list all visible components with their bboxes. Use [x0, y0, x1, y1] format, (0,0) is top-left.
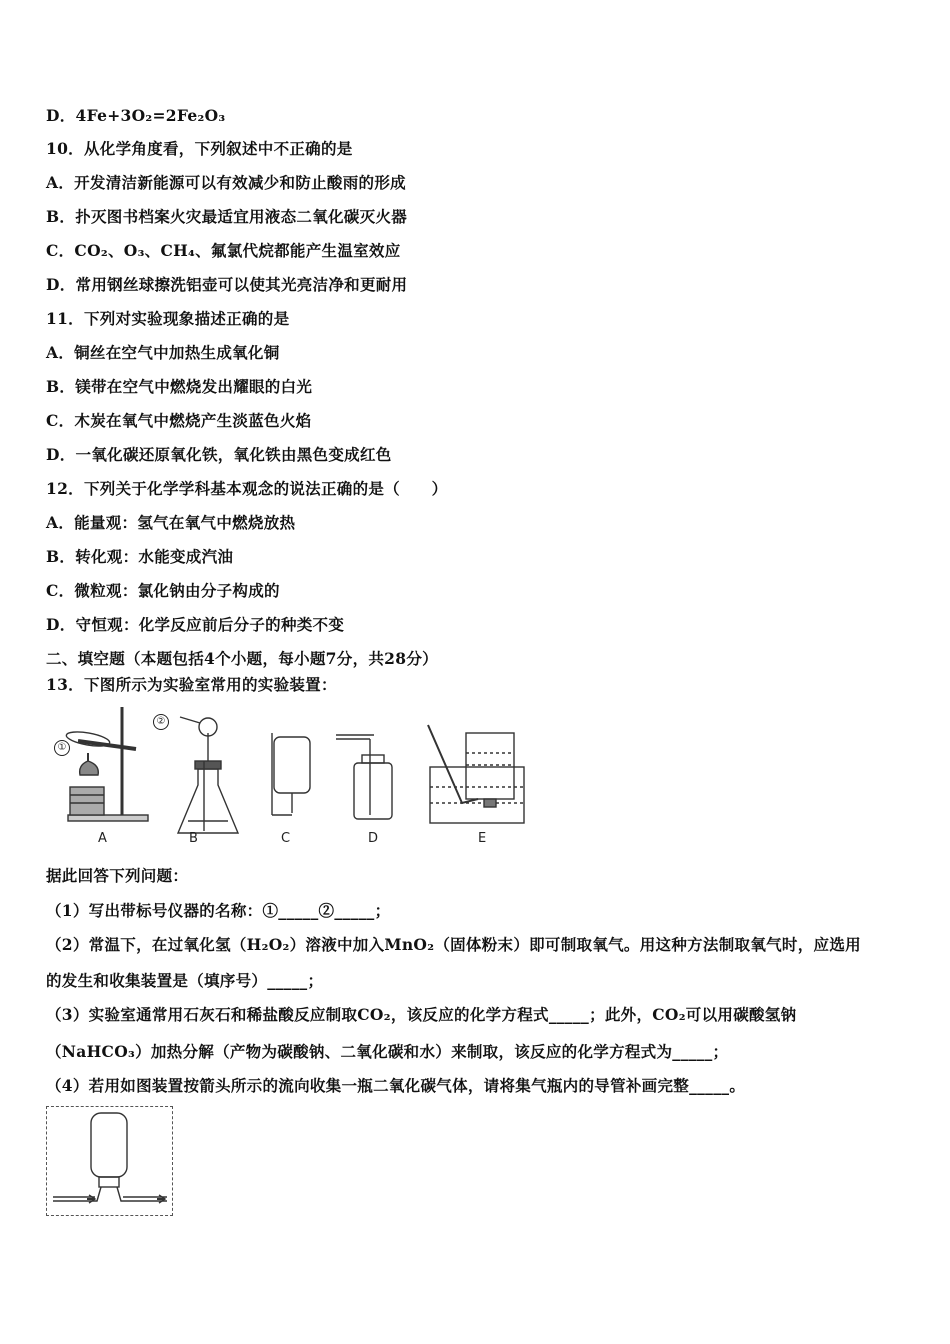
q11-option-b: B．镁带在空气中燃烧发出耀眼的白光 — [46, 377, 313, 396]
part-1: （1）写出带标号仪器的名称：①_____②_____； — [46, 901, 391, 920]
q10-option-c: C．CO₂、O₃、CH₄、氟氯代烷都能产生温室效应 — [46, 241, 401, 260]
label-d: D — [368, 831, 379, 846]
q10-option-a: A．开发清洁新能源可以有效减少和防止酸雨的形成 — [46, 173, 406, 192]
apparatus-figure — [48, 703, 528, 853]
q12-option-d: D．守恒观：化学反应前后分子的种类不变 — [46, 615, 345, 634]
label-c: C — [281, 831, 291, 846]
q13-stem: 13．下图所示为实验室常用的实验装置： — [46, 675, 337, 694]
label-a: A — [98, 831, 107, 846]
q10-option-d: D．常用钢丝球擦洗铝壶可以使其光亮洁净和更耐用 — [46, 275, 408, 294]
q11-option-c: C．木炭在氧气中燃烧产生淡蓝色火焰 — [46, 411, 312, 430]
q11-option-d: D．一氧化碳还原氧化铁，氧化铁由黑色变成红色 — [46, 445, 392, 464]
part-4: （4）若用如图装置按箭头所示的流向收集一瓶二氧化碳气体，请将集气瓶内的导管补画完整_____。 — [46, 1076, 746, 1095]
stand-base — [68, 815, 148, 821]
q12-option-a: A．能量观：氢气在氧气中燃烧放热 — [46, 513, 296, 532]
label-b: B — [189, 831, 198, 846]
q11-stem: 11．下列对实验现象描述正确的是 — [46, 309, 290, 328]
label-e: E — [478, 831, 487, 846]
part-3-line-1: （3）实验室通常用石灰石和稀盐酸反应制取CO₂，该反应的化学方程式_____；此外，CO₂可以用碳酸氢钠 — [46, 1005, 797, 1024]
part-2-line-1: （2）常温下，在过氧化氢（H₂O₂）溶液中加入MnO₂（固体粉末）即可制取氧气。用这种方法制取氧气时，应选用 — [46, 935, 861, 954]
q12-option-b: B．转化观：水能变成汽油 — [46, 547, 234, 566]
marker-1: ① — [54, 739, 70, 756]
q12-stem: 12．下列关于化学学科基本观念的说法正确的是（ ） — [46, 479, 448, 498]
q10-stem: 10．从化学角度看，下列叙述中不正确的是 — [46, 139, 353, 158]
answer-intro: 据此回答下列问题： — [46, 866, 189, 885]
bottle-drawing — [47, 1107, 171, 1213]
q9-option-d: D．4Fe+3O₂=2Fe₂O₃ — [46, 106, 226, 125]
q12-option-c: C．微粒观：氯化钠由分子构成的 — [46, 581, 280, 600]
marker-2: ② — [153, 713, 169, 730]
q11-option-a: A．铜丝在空气中加热生成氧化铜 — [46, 343, 280, 362]
collection-bottle-figure — [46, 1106, 173, 1216]
part-2-line-2: 的发生和收集装置是（填序号）_____； — [46, 971, 324, 990]
section-2-heading: 二、填空题（本题包括4个小题，每小题7分，共28分） — [46, 649, 438, 668]
q10-option-b: B．扑灭图书档案火灾最适宜用液态二氧化碳灭火器 — [46, 207, 408, 226]
part-3-line-2: （NaHCO₃）加热分解（产物为碳酸钠、二氧化碳和水）来制取，该反应的化学方程式为_____； — [46, 1042, 729, 1061]
